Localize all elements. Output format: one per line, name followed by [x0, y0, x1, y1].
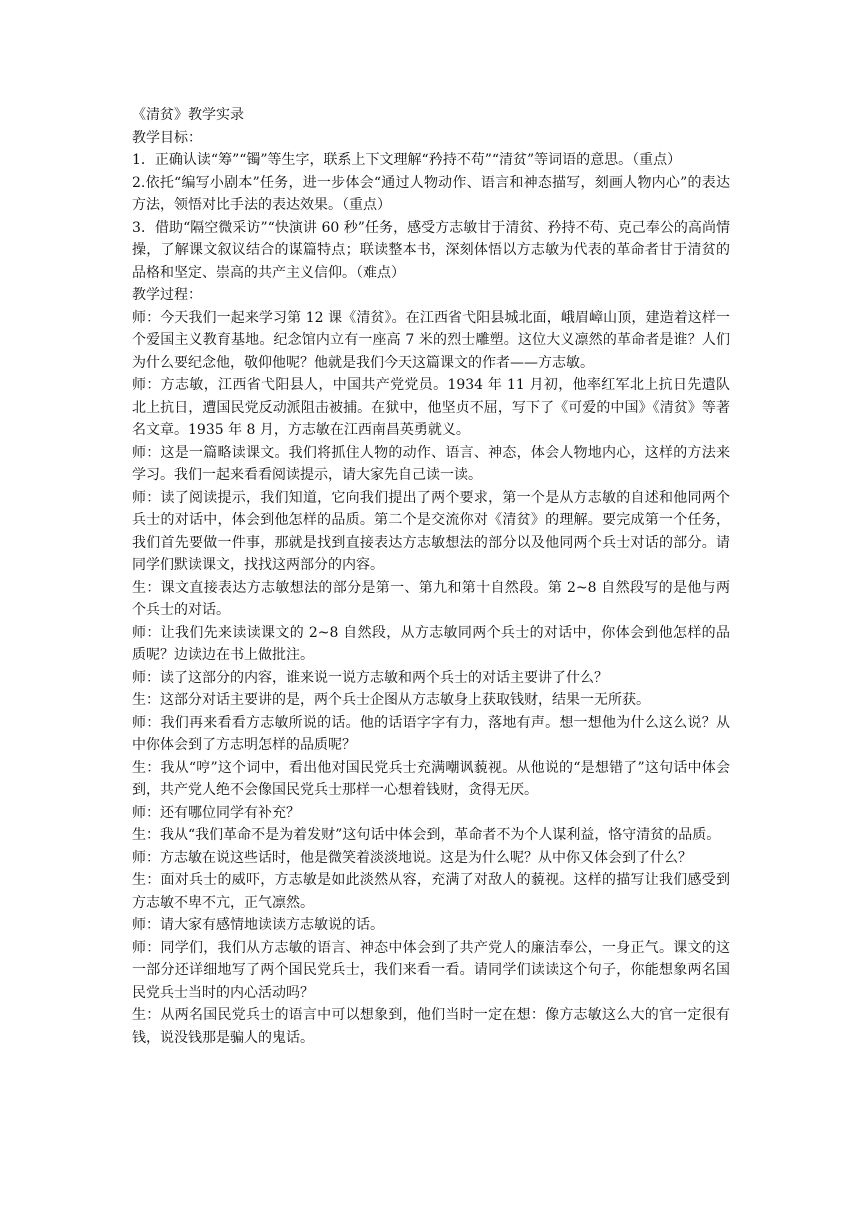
dialogue-paragraph: 师：读了阅读提示，我们知道，它向我们提出了两个要求，第一个是从方志敏的自述和他同两个兵士的对话中，体会到他怎样的品质。第二个是交流你对《清贫》的理解。要完成第一个任务，我们首先要做一件事，那就是找到直接表达方志敏想法的部分以及他同两个兵士对话的部分。请同学们默读课文，找找这两部分的内容。	[132, 489, 730, 573]
dialogue-paragraph: 师：读了这部分的内容，谁来说一说方志敏和两个兵士的对话主要讲了什么？	[132, 669, 608, 686]
dialogue-paragraph: 师：还有哪位同学有补充？	[132, 804, 300, 821]
dialogue-paragraph: 生：面对兵士的威吓，方志敏是如此淡然从容，充满了对敌人的藐视。这样的描写让我们感受到方志敏不卑不亢，正气凛然。	[132, 872, 730, 911]
section-heading-process: 教学过程：	[132, 287, 202, 303]
dialogue-paragraph: 师：这是一篇略读课文。我们将抓住人物的动作、语言、神态，体会人物地内心，这样的方法来学习。我们一起来看看阅读提示，请大家先自己读一读。	[132, 444, 730, 483]
dialogue-paragraph: 生：从两名国民党兵士的语言中可以想象到，他们当时一定在想：像方志敏这么大的官一定很有钱，说没钱那是骗人的鬼话。	[132, 1007, 730, 1046]
document-title: 《清贫》教学实录	[132, 107, 244, 123]
dialogue-paragraph: 生：这部分对话主要讲的是，两个兵士企图从方志敏身上获取钱财，结果一无所获。	[132, 692, 650, 708]
section-heading-objectives: 教学目标：	[132, 129, 202, 146]
objective-3: 3．借助“隔空微采访”“快演讲 60 秒”任务，感受方志敏甘于清贫、矜持不苟、克己奉公的高尚情操，了解课文叙议结合的谋篇特点；联读整本书，深刻体悟以方志敏为代表的革命者甘于清贫的品格和坚定、崇高的共产主义信仰。（难点）	[132, 219, 730, 281]
document-page	[132, 104, 730, 1049]
dialogue-paragraph: 生：我从“哼”这个词中，看出他对国民党兵士充满嘲讽藐视。从他说的“是想错了”这句话中体会到，共产党人绝不会像国民党兵士那样一心想着钱财，贪得无厌。	[132, 759, 730, 798]
dialogue-paragraph: 师：请大家有感情地读读方志敏说的话。	[132, 917, 384, 933]
dialogue-paragraph: 师：方志敏，江西省弋阳县人，中国共产党党员。1934 年 11 月初，他率红军北上抗日先遣队北上抗日，遭国民党反动派阻击被捕。在狱中，他坚贞不屈，写下了《可爱的中国》《清贫》等著名文章。1935 年 8 月，方志敏在江西南昌英勇就义。	[132, 377, 730, 438]
dialogue-paragraph: 师：我们再来看看方志敏所说的话。他的话语字字有力，落地有声。想一想他为什么这么说？从中你体会到了方志明怎样的品质呢？	[132, 714, 730, 753]
objective-1: 1．正确认读“筹”“镯”等生字，联系上下文理解“矜持不苟”“清贫”等词语的意思。（重点）	[132, 152, 682, 168]
dialogue-paragraph: 师：让我们先来读读课文的 2~8 自然段，从方志敏同两个兵士的对话中，你体会到他怎样的品质呢？边读边在书上做批注。	[132, 624, 730, 663]
dialogue-paragraph: 师：方志敏在说这些话时，他是微笑着淡淡地说。这是为什么呢？从中你又体会到了什么？	[132, 849, 692, 866]
dialogue-paragraph: 师：同学们，我们从方志敏的语言、神态中体会到了共产党人的廉洁奉公，一身正气。课文的这一部分还详细地写了两个国民党兵士，我们来看一看。请同学们读读这个句子，你能想象两名国民党兵士当时的内心活动吗？	[132, 939, 730, 1001]
objective-2: 2.依托“编写小剧本”任务，进一步体会“通过人物动作、语言和神态描写，刻画人物内心”的表达方法，领悟对比手法的表达效果。（重点）	[132, 174, 730, 213]
dialogue-paragraph: 师：今天我们一起来学习第 12 课《清贫》。在江西省弋阳县城北面，峨眉嶂山顶，建造着这样一个爱国主义教育基地。纪念馆内立有一座高 7 米的烈士雕塑。这位大义凛然的革命者是谁？人们为什么要纪念他，敬仰他呢？他就是我们今天这篇课文的作者——方志敏。	[132, 309, 730, 371]
dialogue-paragraph: 生：我从“我们革命不是为着发财”这句话中体会到，革命者不为个人谋利益，恪守清贫的品质。	[132, 827, 721, 843]
dialogue-paragraph: 生：课文直接表达方志敏想法的部分是第一、第九和第十自然段。第 2~8 自然段写的是他与两个兵士的对话。	[132, 579, 730, 618]
